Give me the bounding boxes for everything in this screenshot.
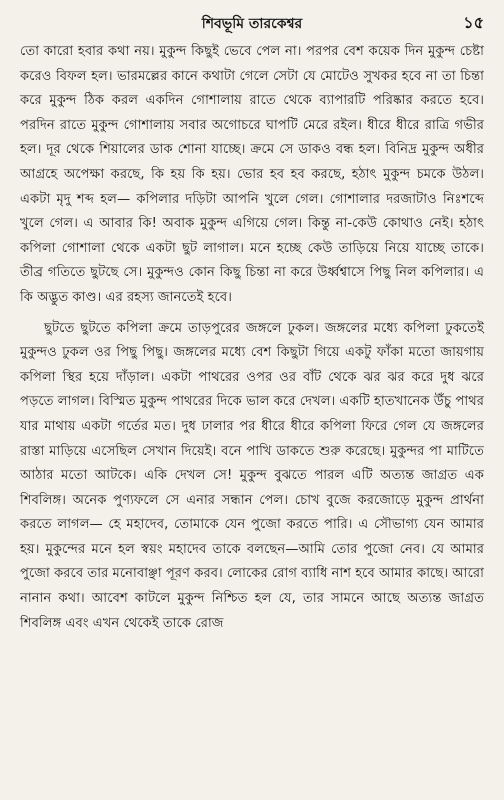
- running-title: শিবভূমি তারকেশ্বর: [201, 16, 303, 32]
- page-body: [20, 40, 484, 636]
- paragraph-1: তো কারো হবার কথা নয়। মুকুন্দ কিছুই ভেবে পেল না। পরপর বেশ কয়েক দিন মুকুন্দ চেষ্টা করেও বিফল হল। ভারমল্লের কানে কথাটা গেলে সেটা যে মোটেও সুখকর হবে না তা চিন্তা করে মুকুন্দ ঠিক করল একদিন গোশালায় রাতে থেকে ব্যাপারটি পরিষ্কার করতে হবে। পরদিন রাতে মুকুন্দ গোশালায় সবার অগোচরে ঘাপটি মেরে রইল। ধীরে ধীরে রাত্রি গভীর হল। দূর থেকে শিয়ালের ডাক শোনা যাচ্ছে। ক্রমে সে ডাকও বন্ধ হল। বিনিদ্র মুকুন্দ অধীর আগ্রহে অপেক্ষা করছে, কি হয় কি হয়। ভোর হব হব করছে, হঠাৎ মুকুন্দ চমকে উঠল। একটা মৃদু শব্দ হল— কপিলার দড়িটা আপনি খুলে গেল। গোশালার দরজাটাও নিঃশব্দে খুলে গেল। এ আবার কি! অবাক মুকুন্দ এগিয়ে গেল। কিন্তু না-কেউ কোথাও নেই। হঠাৎ কপিলা গোশালা থেকে একটা ছুট লাগাল। মনে হচ্ছে কেউ তাড়িয়ে নিয়ে যাচ্ছে তাকে। তীব্র গতিতে ছুটছে সে। মুকুন্দও কোন কিছু চিন্তা না করে উর্ধ্বশ্বাসে পিছু নিল কপিলার। এ কি অদ্ভুত কাণ্ড। এর রহস্য জানতেই হবে।: [20, 44, 484, 305]
- paragraph-2: ছুটতে ছুটতে কপিলা ক্রমে তাড়পুরের জঙ্গলে ঢুকল। জঙ্গলের মধ্যে কপিলা ঢুকতেই মুকুন্দও ঢুকল ওর পিছু পিছু। জঙ্গলের মধ্যে বেশ কিছুটা গিয়ে একটু ফাঁকা মতো জায়গায় কপিলা স্থির হয়ে দাঁড়াল। একটা পাথরের ওপর ওর বাঁট থেকে ঝর ঝর করে দুধ ঝরে পড়তে লাগল। বিস্মিত মুকুন্দ পাথরের দিকে ভাল করে দেখল। একটি হাতখানেক উঁচু পাথর যার মাথায় একটা গর্তের মত। দুধ ঢালার পর ধীরে ধীরে কপিলা ফিরে গেল যে জঙ্গলের রাস্তা মাড়িয়ে এসেছিল সেখান দিয়েই। বনে পাখি ডাকতে শুরু করেছে। মুকুন্দর পা মাটিতে আঠার মতো আটকে। একি দেখল সে! মুকুন্দ বুঝতে পারল এটি অত্যন্ত জাগ্রত এক শিবলিঙ্গ। অনেক পুণ্যফলে সে এনার সন্ধান পেল। চোখ বুজে করজোড়ে মুকুন্দ প্রার্থনা করতে লাগল— হে মহাদেব, তোমাকে যেন পুজো করতে পারি। এ সৌভাগ্য যেন আমার হয়। মুকুন্দের মনে হল স্বয়ং মহাদেব তাকে বলছেন—আমি তোর পুজো নেব। যে আমার পুজো করবে তার মনোবাঞ্ছা পূরণ করব। লোকের রোগ ব্যাধি নাশ হবে আমার কাছে। আরো নানান কথা। আবেশ কাটলে মুকুন্দ নিশ্চিত হল যে, তার সামনে আছে অত্যন্ত জাগ্রত শিবলিঙ্গ এবং এখন থেকেই তাকে রোজ: [20, 320, 484, 631]
- page-header: [20, 10, 484, 34]
- page-number: ১৫: [463, 13, 484, 32]
